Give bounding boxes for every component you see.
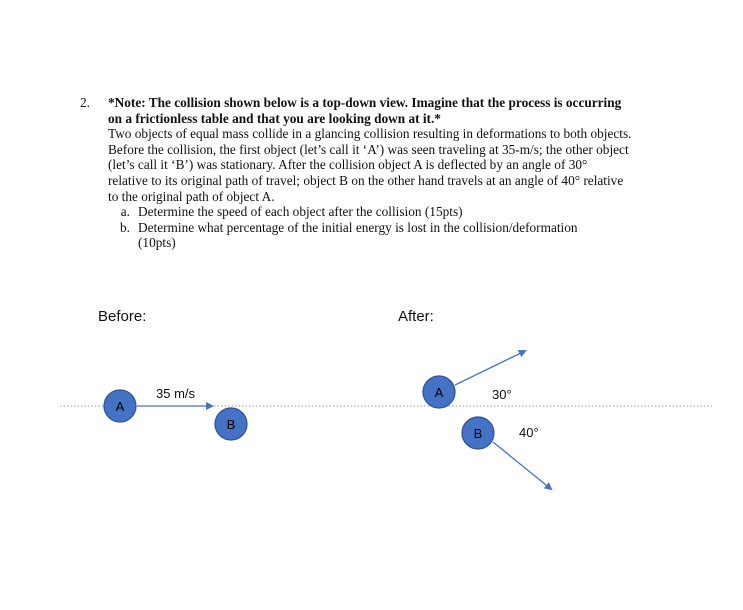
body-line: to the original path of object A. xyxy=(108,188,275,204)
ball-a-before-label: A xyxy=(115,399,125,414)
note-line: *Note: The collision shown below is a top-down view. Imagine that the process is occurring xyxy=(108,95,622,110)
ball-b-after-label: B xyxy=(473,426,483,441)
body-line: relative to its original path of travel; object B on the other hand travels at an angle of 40° relative xyxy=(108,172,624,188)
subpart-line: (10pts) xyxy=(138,235,176,251)
velocity-label: 35 m/s xyxy=(156,386,196,401)
ball-b-before-label: B xyxy=(226,417,236,432)
subpart-line: Determine the speed of each object after the collision (15pts) xyxy=(138,204,463,220)
ball-a-after-arrow xyxy=(455,351,525,385)
note-line: on a frictionless table and that you are looking down at it.* xyxy=(108,110,441,126)
angle-a-label: 30° xyxy=(492,387,512,402)
body-line: Two objects of equal mass collide in a glancing collision resulting in deformations to both objects. xyxy=(108,126,632,142)
body-line: (let’s call it ‘B’) was stationary. After the collision object A is deflected by an angle of 30° xyxy=(108,157,588,173)
body-line: Before the collision, the first object (let’s call it ‘A’) was seen traveling at 35-m/s; the other object xyxy=(108,141,629,157)
angle-b-label: 40° xyxy=(519,425,539,440)
ball-b-after-arrow xyxy=(493,442,551,489)
before-label: Before: xyxy=(98,308,147,325)
subpart-line: Determine what percentage of the initial energy is lost in the collision/deformation xyxy=(138,219,578,235)
after-label: After: xyxy=(398,308,434,325)
subpart-letter: b. xyxy=(120,219,130,235)
subpart-letter: a. xyxy=(120,204,130,220)
problem-number: 2. xyxy=(80,95,90,110)
ball-a-after-label: A xyxy=(434,385,444,400)
